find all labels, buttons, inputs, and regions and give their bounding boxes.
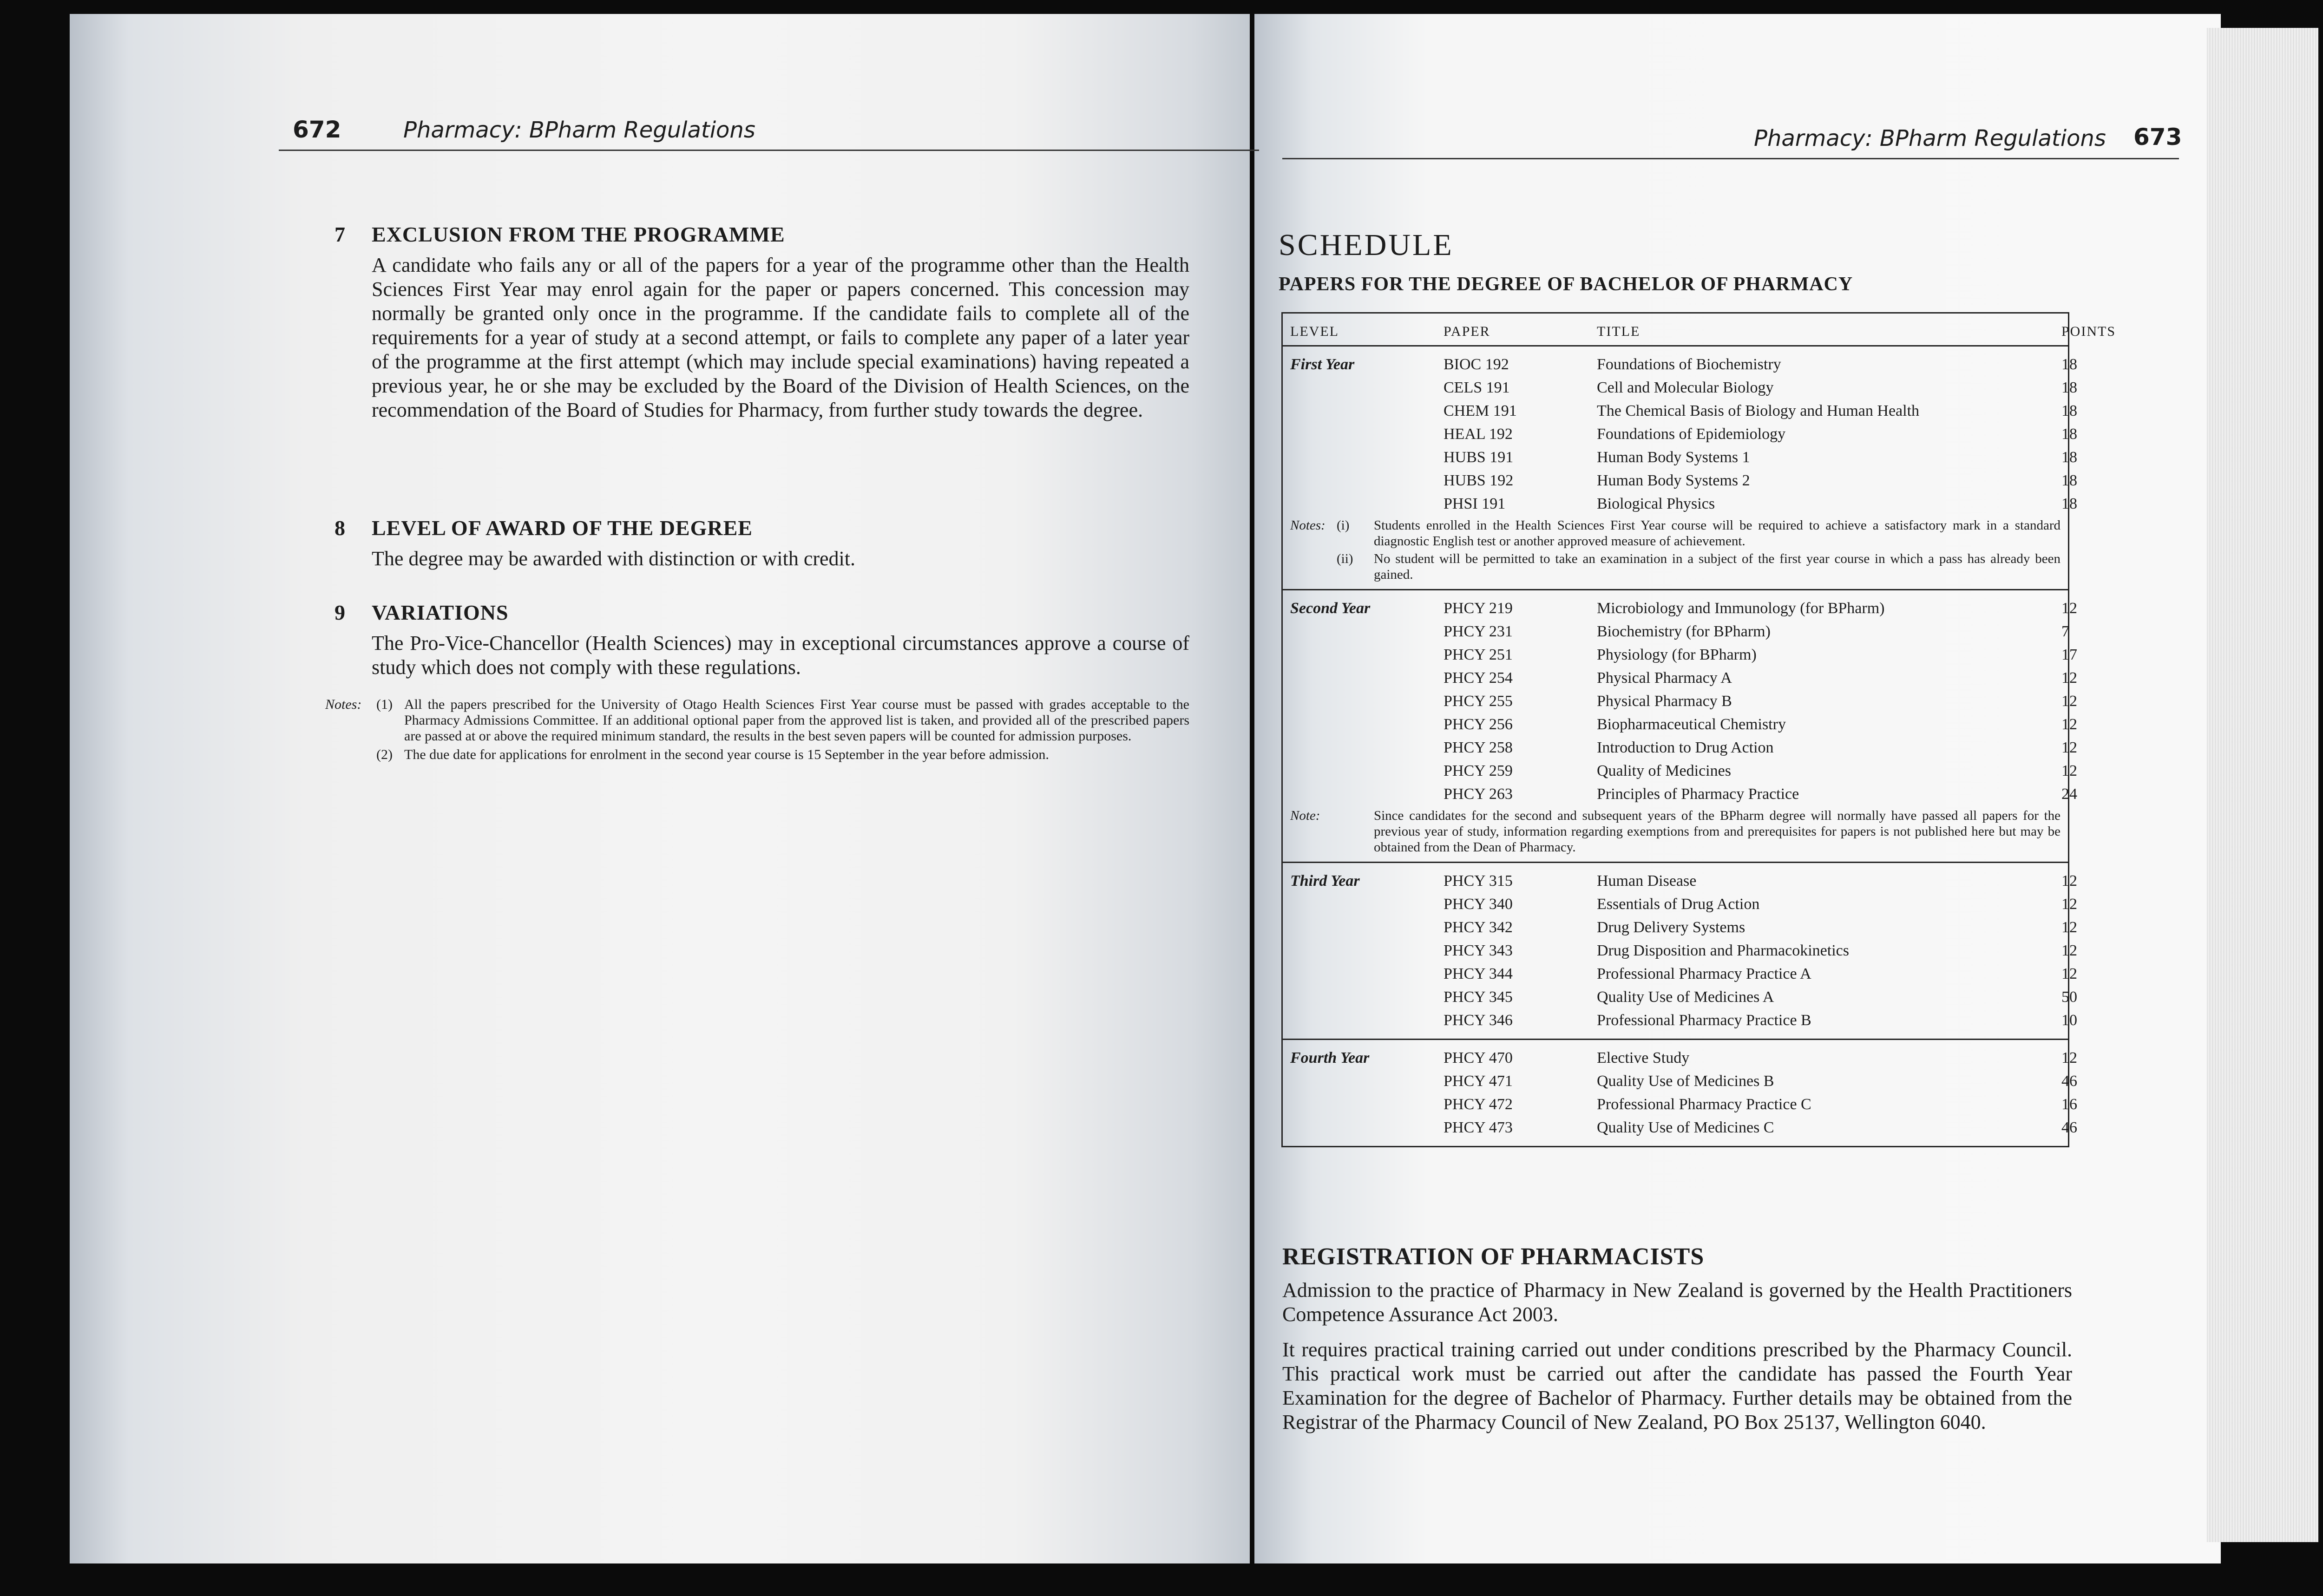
level-cell: Second Year (1290, 600, 1371, 617)
paper-cell: PHCY 255 (1444, 693, 1513, 710)
paper-cell: PHCY 340 (1444, 896, 1513, 913)
paper-cell: CELS 191 (1444, 379, 1510, 396)
title-cell: Physical Pharmacy A (1597, 669, 1732, 687)
points-cell: 12 (2061, 716, 2077, 733)
title-cell: Drug Delivery Systems (1597, 919, 1746, 936)
level-cell (1290, 893, 1444, 916)
registration-paragraph: Admission to the practice of Pharmacy in New Zealand is governed by the Health Practitioners Competence Assurance Act 2003. (1282, 1279, 2072, 1326)
level-cell (1290, 620, 1444, 643)
title-cell: Microbiology and Immunology (for BPharm) (1597, 600, 1885, 617)
table-row (1290, 986, 2077, 1009)
points-cell: 18 (2061, 356, 2077, 373)
points-cell: 16 (2061, 1096, 2077, 1113)
paper-cell: PHCY 258 (1444, 739, 1513, 756)
section-heading: LEVEL OF AWARD OF THE DEGREE (372, 516, 753, 540)
notes-label: Notes: (325, 697, 362, 712)
table-row (1290, 469, 2077, 492)
level-cell (1290, 399, 1444, 423)
section-9 (335, 600, 1189, 680)
table-row (1290, 759, 2077, 783)
section-body: The degree may be awarded with distinction or with credit. (372, 547, 855, 570)
note-text: All the papers prescribed for the University of Otago Health Sciences First Year course must be passed with grades acceptable to the Pharmacy Admissions Committee. If an additional optional paper from the approved list is taken, and provided all of the prescribed papers are passed at or above the required minimum standard, the results in the best seven papers will be counted for admission purposes. (404, 697, 1189, 744)
title-cell: Essentials of Drug Action (1597, 896, 1760, 913)
points-cell: 12 (2061, 739, 2077, 756)
paper-cell: PHCY 256 (1444, 716, 1513, 733)
page-edges (2207, 28, 2318, 1542)
points-cell: 18 (2061, 449, 2077, 466)
table-note (1290, 808, 2061, 855)
points-cell: 12 (2061, 919, 2077, 936)
table-row (1290, 939, 2077, 962)
points-cell: 46 (2061, 1073, 2077, 1090)
schedule-subtitle: PAPERS FOR THE DEGREE OF BACHELOR OF PHARMACY (1279, 274, 1853, 295)
paper-cell: PHCY 231 (1444, 623, 1513, 640)
paper-cell: PHCY 473 (1444, 1119, 1513, 1136)
title-cell: The Chemical Basis of Biology and Human Health (1597, 402, 1920, 419)
points-cell: 10 (2061, 1012, 2077, 1029)
table-note-text: Students enrolled in the Health Sciences First Year course will be required to achieve a satisfactory mark in a standard diagnostic English test or another approved measure of achievement. (1374, 518, 2061, 549)
points-cell: 17 (2061, 646, 2077, 663)
title-cell: Quality Use of Medicines B (1597, 1073, 1774, 1090)
points-cell: 24 (2061, 785, 2077, 803)
title-cell: Drug Disposition and Pharmacokinetics (1597, 942, 1849, 959)
level-cell (1290, 376, 1444, 399)
table-body (1283, 347, 2077, 1146)
points-cell: 12 (2061, 872, 2077, 890)
section-body: A candidate who fails any or all of the papers for a year of the programme other than the Health Sciences First Year may enrol again for the paper or papers concerned. This concession may normally be granted only once in the programme. If the candidate fails to complete all of the requirements for a year of study at a second attempt, or fails to complete any paper of a later year of the programme at the first attempt (which may include special examinations) having repeated a previous year, he or she may be excluded by the Board of the Division of Health Sciences, on the recommendation of the Board of Studies for Pharmacy, from further study towards the degree. (372, 254, 1189, 421)
paper-cell: PHCY 263 (1444, 785, 1513, 803)
paper-cell: PHCY 344 (1444, 965, 1513, 982)
level-cell (1290, 783, 1444, 806)
table-group (1283, 1039, 2077, 1146)
registration-heading: REGISTRATION OF PHARMACISTS (1282, 1243, 1705, 1270)
title-cell: Foundations of Epidemiology (1597, 425, 1786, 443)
header-points: POINTS (2061, 324, 2116, 339)
points-cell: 12 (2061, 896, 2077, 913)
paper-cell: PHCY 472 (1444, 1096, 1513, 1113)
table-note-label (1290, 551, 1337, 582)
level-cell (1290, 713, 1444, 736)
table-row (1290, 620, 2069, 643)
title-cell: Foundations of Biochemistry (1597, 356, 1781, 373)
title-cell: Biopharmaceutical Chemistry (1597, 716, 1786, 733)
left-header-rule (279, 150, 1259, 151)
paper-cell: HUBS 192 (1444, 472, 1514, 489)
note-row (325, 697, 1189, 744)
title-cell: Human Body Systems 1 (1597, 449, 1750, 466)
header-level: LEVEL (1290, 324, 1339, 339)
header-paper: PAPER (1444, 324, 1490, 339)
level-cell (1290, 962, 1444, 986)
table-row (1290, 690, 2077, 713)
section-number: 9 (335, 601, 346, 624)
level-cell (1290, 1009, 1444, 1032)
table-row (1290, 446, 2077, 469)
table-row (1290, 736, 2077, 759)
title-cell: Quality of Medicines (1597, 762, 1731, 779)
level-cell (1290, 916, 1444, 939)
table-row (1290, 962, 2077, 986)
table-row (1290, 399, 2077, 423)
points-cell: 12 (2061, 762, 2077, 779)
level-cell (1290, 469, 1444, 492)
level-cell (1290, 446, 1444, 469)
title-cell: Cell and Molecular Biology (1597, 379, 1774, 396)
note-text: The due date for applications for enrolment in the second year course is 15 September in the year before admission. (404, 747, 1049, 762)
title-cell: Quality Use of Medicines A (1597, 988, 1774, 1006)
points-cell: 18 (2061, 379, 2077, 396)
left-notes (325, 697, 1189, 763)
header-title: TITLE (1597, 324, 1641, 339)
paper-cell: PHCY 254 (1444, 669, 1513, 687)
title-cell: Physiology (for BPharm) (1597, 646, 1757, 663)
table-note-label: Note: (1290, 808, 1320, 823)
points-cell: 18 (2061, 425, 2077, 443)
points-cell: 12 (2061, 965, 2077, 982)
points-cell: 12 (2061, 693, 2077, 710)
paper-cell: PHCY 471 (1444, 1073, 1513, 1090)
registration-paragraph: It requires practical training carried out under conditions prescribed by the Pharmacy Council. This practical work must be carried out after the candidate has passed the Fourth Year Examination for the degree of Bachelor of Pharmacy. Further details may be obtained from the Registrar of the Pharmacy Council of New Zealand, PO Box 25137, Wellington 6040. (1282, 1338, 2072, 1433)
section-heading: VARIATIONS (372, 601, 509, 624)
points-cell: 12 (2061, 942, 2077, 959)
paper-cell: PHCY 219 (1444, 600, 1513, 617)
paper-cell: HEAL 192 (1444, 425, 1513, 443)
section-7 (335, 222, 1189, 422)
title-cell: Professional Pharmacy Practice C (1597, 1096, 1811, 1113)
level-cell (1290, 423, 1444, 446)
table-row (1290, 492, 2077, 516)
level-cell (1290, 1093, 1444, 1116)
table-row (1290, 916, 2077, 939)
section-body: The Pro-Vice-Chancellor (Health Sciences) may in exceptional circumstances approve a course of study which does not comply with these regulations. (372, 632, 1189, 679)
paper-cell: BIOC 192 (1444, 356, 1509, 373)
paper-cell: PHSI 191 (1444, 495, 1506, 512)
title-cell: Professional Pharmacy Practice A (1597, 965, 1811, 982)
paper-cell: PHCY 470 (1444, 1049, 1513, 1066)
paper-cell: HUBS 191 (1444, 449, 1514, 466)
level-cell (1290, 643, 1444, 667)
title-cell: Biochemistry (for BPharm) (1597, 623, 1771, 640)
paper-cell: PHCY 251 (1444, 646, 1513, 663)
level-cell: First Year (1290, 356, 1355, 373)
points-cell: 12 (2061, 1049, 2077, 1066)
paper-cell: PHCY 259 (1444, 762, 1513, 779)
title-cell: Physical Pharmacy B (1597, 693, 1732, 710)
points-cell: 12 (2061, 600, 2077, 617)
table-header (1283, 314, 2116, 347)
table-row (1290, 1093, 2077, 1116)
table-group (1283, 589, 2077, 862)
table-note (1290, 551, 2061, 582)
level-cell (1290, 1116, 1444, 1139)
title-cell: Quality Use of Medicines C (1597, 1119, 1774, 1136)
table-note-text: Since candidates for the second and subsequent years of the BPharm degree will normally have passed all papers for the previous year of study, information regarding exemptions from and prerequisites for papers is not published here but may be obtained from the Dean of Pharmacy. (1374, 808, 2061, 855)
table-group (1283, 347, 2077, 589)
level-cell: Third Year (1290, 872, 1360, 890)
points-cell: 46 (2061, 1119, 2077, 1136)
table-row (1290, 870, 2077, 893)
section-number: 7 (335, 222, 346, 246)
level-cell (1290, 986, 1444, 1009)
paper-cell: PHCY 342 (1444, 919, 1513, 936)
paper-cell: CHEM 191 (1444, 402, 1517, 419)
points-cell: 18 (2061, 495, 2077, 512)
title-cell: Human Body Systems 2 (1597, 472, 1750, 489)
table-row (1290, 643, 2077, 667)
table-note (1290, 517, 2061, 549)
title-cell: Professional Pharmacy Practice B (1597, 1012, 1811, 1029)
table-row (1290, 893, 2077, 916)
table-row (1290, 667, 2077, 690)
paper-cell: PHCY 343 (1444, 942, 1513, 959)
table-row (1290, 597, 2077, 620)
section-8 (335, 516, 1189, 571)
level-cell (1290, 939, 1444, 962)
table-note-label: Notes: (1290, 518, 1326, 533)
title-cell: Principles of Pharmacy Practice (1597, 785, 1799, 803)
level-cell (1290, 690, 1444, 713)
right-page-number: 673 (2133, 124, 2182, 150)
table-row (1290, 1070, 2077, 1093)
paper-cell: PHCY 346 (1444, 1012, 1513, 1029)
table-note-number: (ii) (1337, 551, 1353, 566)
level-cell (1290, 492, 1444, 516)
table-row (1290, 783, 2077, 806)
note-number: (2) (376, 747, 393, 762)
points-cell: 18 (2061, 402, 2077, 419)
level-cell (1290, 759, 1444, 783)
title-cell: Introduction to Drug Action (1597, 739, 1774, 756)
right-running-title: Pharmacy: BPharm Regulations (1754, 125, 2106, 151)
table-row (1290, 713, 2077, 736)
section-number: 8 (335, 516, 346, 540)
table-row (1290, 1009, 2077, 1032)
title-cell: Human Disease (1597, 872, 1697, 890)
left-running-title: Pharmacy: BPharm Regulations (403, 117, 755, 143)
right-header-rule (1282, 158, 2179, 159)
section-heading: EXCLUSION FROM THE PROGRAMME (372, 222, 785, 246)
table-note-text: No student will be permitted to take an examination in a subject of the first year course in which a pass has already been gained. (1374, 551, 2061, 582)
table-row (1290, 423, 2077, 446)
points-cell: 18 (2061, 472, 2077, 489)
paper-cell: PHCY 345 (1444, 988, 1513, 1006)
papers-table (1281, 312, 2116, 1147)
points-cell: 50 (2061, 988, 2077, 1006)
table-note-number (1337, 808, 1374, 855)
table-group (1283, 862, 2077, 1039)
table-row (1290, 1047, 2077, 1070)
left-page-number: 672 (293, 116, 341, 143)
table-note-number: (i) (1337, 518, 1350, 533)
note-row (325, 747, 1189, 763)
table-row (1290, 376, 2077, 399)
level-cell (1290, 667, 1444, 690)
title-cell: Elective Study (1597, 1049, 1690, 1066)
level-cell (1290, 736, 1444, 759)
points-cell: 12 (2061, 669, 2077, 687)
level-cell: Fourth Year (1290, 1049, 1370, 1066)
note-number: (1) (376, 697, 393, 712)
table-row (1290, 1116, 2077, 1139)
points-cell: 7 (2061, 623, 2069, 640)
title-cell: Biological Physics (1597, 495, 1715, 512)
paper-cell: PHCY 315 (1444, 872, 1513, 890)
level-cell (1290, 1070, 1444, 1093)
table-row (1290, 353, 2077, 376)
schedule-title: SCHEDULE (1279, 228, 1454, 262)
